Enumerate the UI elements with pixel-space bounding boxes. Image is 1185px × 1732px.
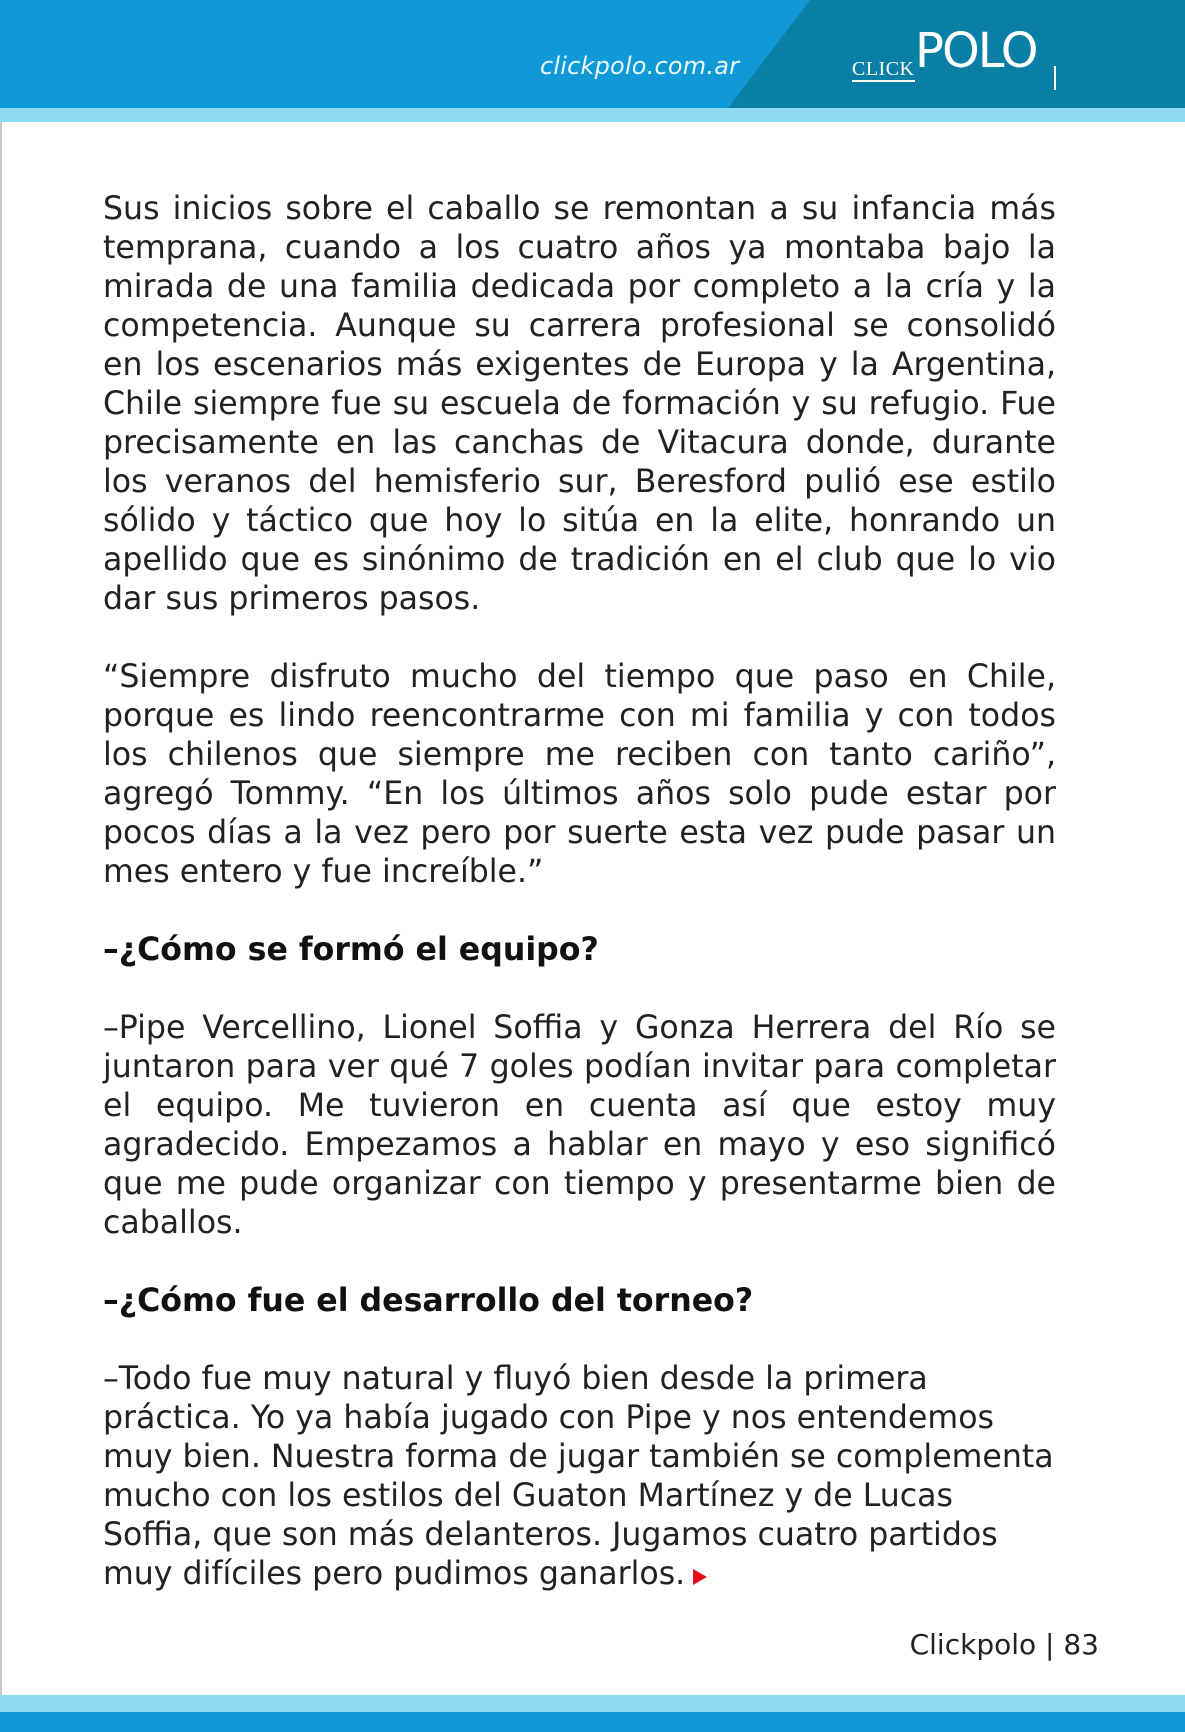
- logo-tick: [1054, 66, 1056, 90]
- page-edge: [0, 122, 2, 1695]
- paragraph-intro: Sus inicios sobre el caballo se remontan a su infancia más temprana, cuando a los cuatro años ya montaba bajo la mirada de una familia dedicada por completo a la cría y la competencia. Aunque su carrera profesional se consolidó en los escenarios más exigentes de Europa y la Argentina, Chile siempre fue su escuela de formación y su refugio. Fue precisamente en las canchas de Vitacura donde, durante los veranos del hemisferio sur, Beresford pulió ese estilo sólido y táctico que hoy lo sitúa en la elite, honrando un apellido que es sinónimo de tradición en el club que lo vio dar sus primeros pasos.: [103, 191, 1056, 617]
- question-team: –¿Cómo se formó el equipo?: [103, 932, 599, 968]
- clickpolo-logo: [852, 22, 1052, 92]
- answer-tournament-text: –Todo fue muy natural y fluyó bien desde la primera práctica. Yo ya había jugado con Pipe y nos entendemos muy bien. Nuestra forma de jugar también se complementa mucho con los estilos del Guaton Martínez y de Lucas Soffia, que son más delanteros. Jugamos cuatro partidos muy difíciles pero pudimos ganarlos.: [103, 1361, 1054, 1592]
- question-tournament: –¿Cómo fue el desarrollo del torneo?: [103, 1283, 754, 1319]
- footer-bar: [0, 1712, 1185, 1732]
- red-triangle-icon: [693, 1569, 707, 1585]
- page-number: Clickpolo | 83: [909, 1628, 1099, 1661]
- paragraph-quote: “Siempre disfruto mucho del tiempo que paso en Chile, porque es lindo reencontrarme con mi familia y con todos los chilenos que siempre me reciben con tanto cariño”, agregó Tommy. “En los últimos años solo pude estar por pocos días a la vez pero por suerte esta vez pude pasar un mes entero y fue increíble.”: [103, 659, 1056, 890]
- footer-stripe: [0, 1695, 1185, 1712]
- logo-polo-text: POLO: [915, 23, 1037, 79]
- header-stripe: [0, 108, 1185, 122]
- site-url[interactable]: clickpolo.com.ar: [540, 52, 740, 80]
- answer-team: –Pipe Vercellino, Lionel Soffia y Gonza Herrera del Río se juntaron para ver qué 7 goles podían invitar para completar el equipo. Me tuvieron en cuenta así que estoy muy agradecido. Empezamos a hablar en mayo y eso significó que me pude organizar con tiempo y presentarme bien de caballos.: [103, 1010, 1056, 1241]
- logo-click-text: CLICK: [852, 58, 915, 80]
- answer-tournament: [103, 1360, 1056, 1594]
- article-body: [103, 190, 1056, 1594]
